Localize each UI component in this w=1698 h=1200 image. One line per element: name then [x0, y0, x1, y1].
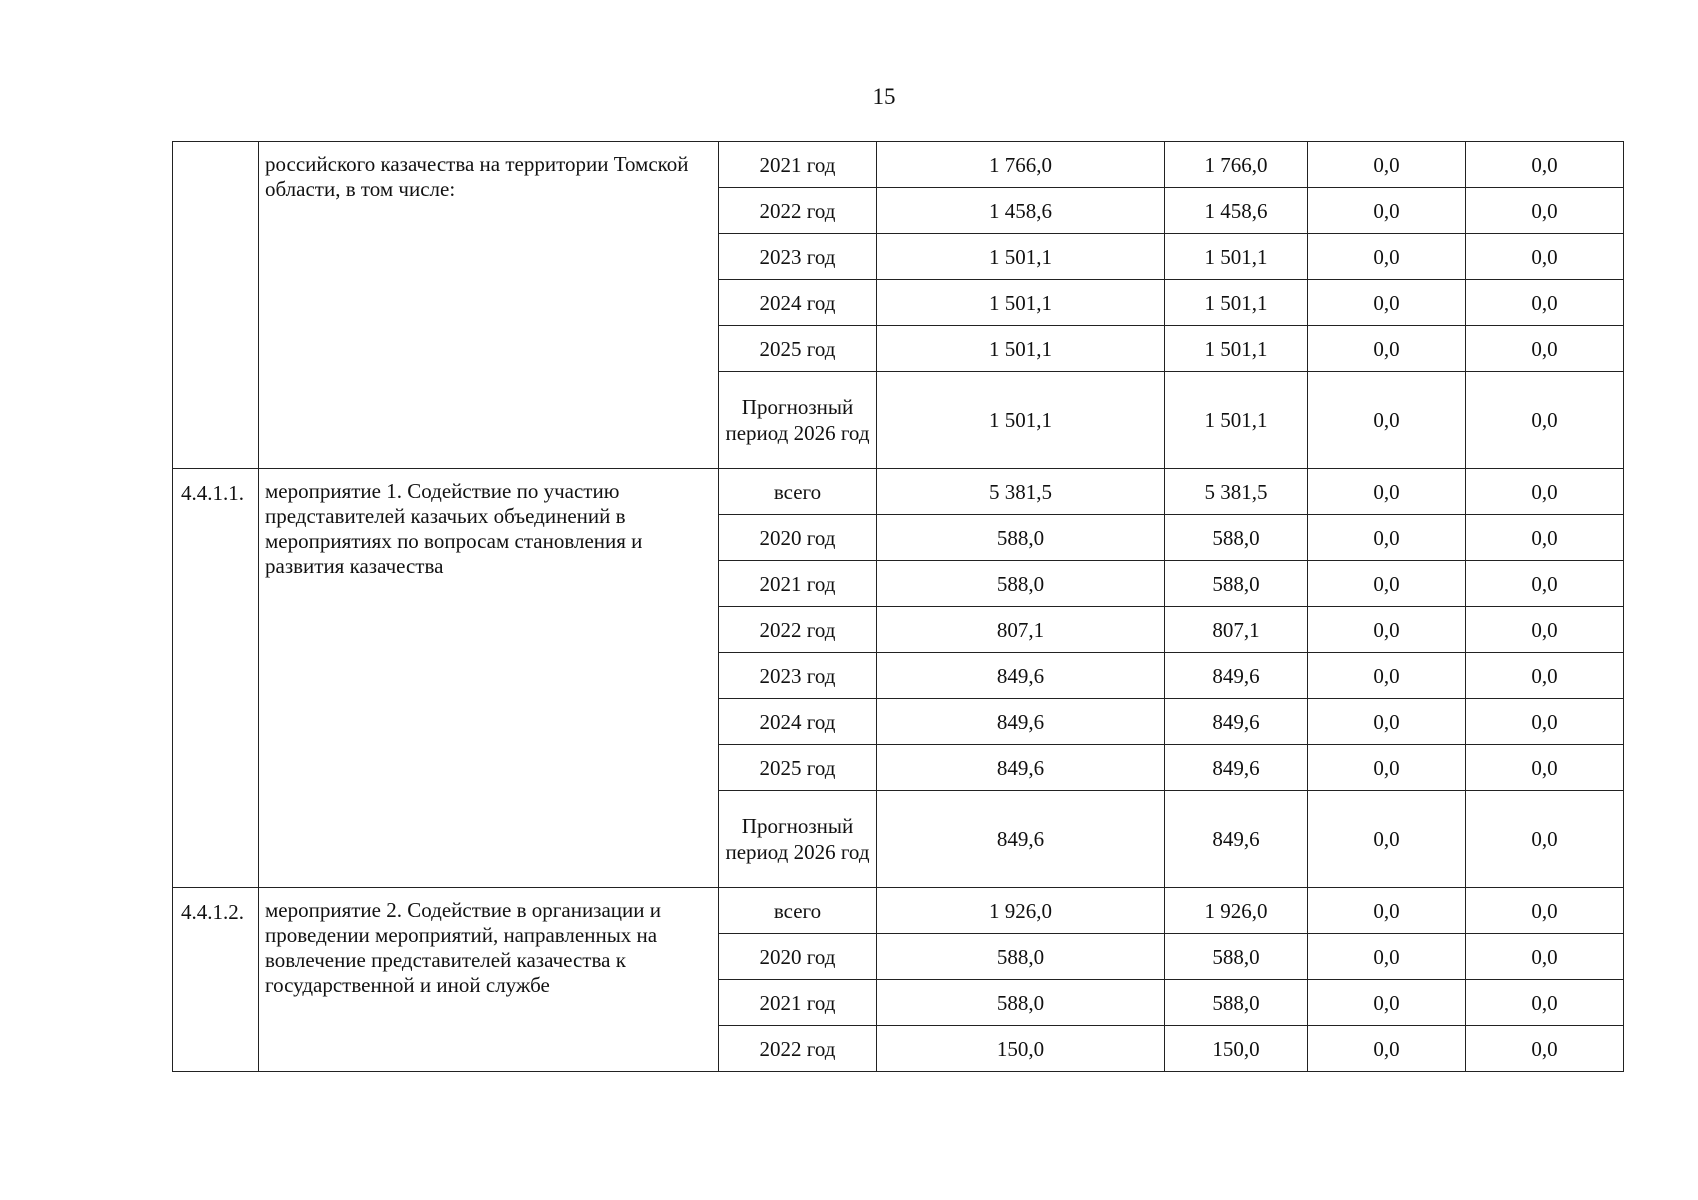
- other-source-cell: 0,0: [1466, 234, 1624, 280]
- regional-budget-cell: 588,0: [1165, 561, 1308, 607]
- other-source-cell: 0,0: [1466, 469, 1624, 515]
- other-source-cell: 0,0: [1466, 934, 1624, 980]
- period-cell: Прогнозный период 2026 год: [719, 372, 877, 469]
- other-source-cell: 0,0: [1466, 188, 1624, 234]
- table-row: [173, 142, 1624, 188]
- period-cell: 2022 год: [719, 607, 877, 653]
- federal-budget-cell: 0,0: [1308, 280, 1466, 326]
- total-value-cell: 1 458,6: [877, 188, 1165, 234]
- federal-budget-cell: 0,0: [1308, 234, 1466, 280]
- other-source-cell: 0,0: [1466, 980, 1624, 1026]
- period-cell: 2024 год: [719, 699, 877, 745]
- regional-budget-cell: 1 926,0: [1165, 888, 1308, 934]
- federal-budget-cell: 0,0: [1308, 326, 1466, 372]
- federal-budget-cell: 0,0: [1308, 142, 1466, 188]
- regional-budget-cell: 1 501,1: [1165, 326, 1308, 372]
- total-value-cell: 588,0: [877, 980, 1165, 1026]
- other-source-cell: 0,0: [1466, 888, 1624, 934]
- period-cell: 2021 год: [719, 142, 877, 188]
- regional-budget-cell: 849,6: [1165, 653, 1308, 699]
- period-cell: 2025 год: [719, 745, 877, 791]
- other-source-cell: 0,0: [1466, 515, 1624, 561]
- total-value-cell: 849,6: [877, 699, 1165, 745]
- period-cell: Прогнозный период 2026 год: [719, 791, 877, 888]
- period-cell: 2023 год: [719, 234, 877, 280]
- total-value-cell: 588,0: [877, 515, 1165, 561]
- other-source-cell: 0,0: [1466, 699, 1624, 745]
- federal-budget-cell: 0,0: [1308, 699, 1466, 745]
- other-source-cell: 0,0: [1466, 745, 1624, 791]
- regional-budget-cell: 588,0: [1165, 980, 1308, 1026]
- total-value-cell: 1 501,1: [877, 280, 1165, 326]
- other-source-cell: 0,0: [1466, 791, 1624, 888]
- period-cell: всего: [719, 469, 877, 515]
- total-value-cell: 150,0: [877, 1026, 1165, 1072]
- other-source-cell: 0,0: [1466, 280, 1624, 326]
- regional-budget-cell: 849,6: [1165, 745, 1308, 791]
- regional-budget-cell: 849,6: [1165, 791, 1308, 888]
- period-cell: всего: [719, 888, 877, 934]
- table-body: [173, 142, 1624, 1072]
- federal-budget-cell: 0,0: [1308, 372, 1466, 469]
- total-value-cell: 849,6: [877, 791, 1165, 888]
- federal-budget-cell: 0,0: [1308, 653, 1466, 699]
- total-value-cell: 1 926,0: [877, 888, 1165, 934]
- item-description-cell: российского казачества на территории Томской области, в том числе:: [259, 142, 719, 469]
- other-source-cell: 0,0: [1466, 142, 1624, 188]
- total-value-cell: 849,6: [877, 653, 1165, 699]
- period-cell: 2021 год: [719, 980, 877, 1026]
- total-value-cell: 807,1: [877, 607, 1165, 653]
- period-cell: 2020 год: [719, 934, 877, 980]
- other-source-cell: 0,0: [1466, 561, 1624, 607]
- total-value-cell: 588,0: [877, 561, 1165, 607]
- item-number-cell: 4.4.1.2.: [173, 888, 259, 1072]
- regional-budget-cell: 5 381,5: [1165, 469, 1308, 515]
- regional-budget-cell: 1 501,1: [1165, 372, 1308, 469]
- period-cell: 2025 год: [719, 326, 877, 372]
- federal-budget-cell: 0,0: [1308, 934, 1466, 980]
- period-cell: 2021 год: [719, 561, 877, 607]
- total-value-cell: 1 501,1: [877, 234, 1165, 280]
- federal-budget-cell: 0,0: [1308, 888, 1466, 934]
- regional-budget-cell: 588,0: [1165, 515, 1308, 561]
- federal-budget-cell: 0,0: [1308, 188, 1466, 234]
- federal-budget-cell: 0,0: [1308, 791, 1466, 888]
- item-number-cell: [173, 142, 259, 469]
- page-number: 15: [872, 84, 896, 109]
- other-source-cell: 0,0: [1466, 372, 1624, 469]
- period-cell: 2020 год: [719, 515, 877, 561]
- item-description-cell: мероприятие 2. Содействие в организации и проведении мероприятий, направленных на вовлечение представителей казачества к государственной и иной службе: [259, 888, 719, 1072]
- financing-table: [172, 141, 1624, 1072]
- period-cell: 2022 год: [719, 1026, 877, 1072]
- other-source-cell: 0,0: [1466, 326, 1624, 372]
- federal-budget-cell: 0,0: [1308, 1026, 1466, 1072]
- other-source-cell: 0,0: [1466, 607, 1624, 653]
- regional-budget-cell: 849,6: [1165, 699, 1308, 745]
- total-value-cell: 588,0: [877, 934, 1165, 980]
- period-cell: 2023 год: [719, 653, 877, 699]
- regional-budget-cell: 150,0: [1165, 1026, 1308, 1072]
- table-row: [173, 888, 1624, 934]
- federal-budget-cell: 0,0: [1308, 515, 1466, 561]
- regional-budget-cell: 1 766,0: [1165, 142, 1308, 188]
- regional-budget-cell: 1 458,6: [1165, 188, 1308, 234]
- federal-budget-cell: 0,0: [1308, 469, 1466, 515]
- regional-budget-cell: 1 501,1: [1165, 280, 1308, 326]
- federal-budget-cell: 0,0: [1308, 980, 1466, 1026]
- total-value-cell: 1 501,1: [877, 326, 1165, 372]
- federal-budget-cell: 0,0: [1308, 745, 1466, 791]
- total-value-cell: 1 501,1: [877, 372, 1165, 469]
- item-number-cell: 4.4.1.1.: [173, 469, 259, 888]
- regional-budget-cell: 1 501,1: [1165, 234, 1308, 280]
- table-row: [173, 469, 1624, 515]
- regional-budget-cell: 588,0: [1165, 934, 1308, 980]
- total-value-cell: 1 766,0: [877, 142, 1165, 188]
- total-value-cell: 849,6: [877, 745, 1165, 791]
- other-source-cell: 0,0: [1466, 1026, 1624, 1072]
- federal-budget-cell: 0,0: [1308, 561, 1466, 607]
- period-cell: 2024 год: [719, 280, 877, 326]
- total-value-cell: 5 381,5: [877, 469, 1165, 515]
- other-source-cell: 0,0: [1466, 653, 1624, 699]
- item-description-cell: мероприятие 1. Содействие по участию представителей казачьих объединений в мероприятиях по вопросам становления и развития казачества: [259, 469, 719, 888]
- period-cell: 2022 год: [719, 188, 877, 234]
- regional-budget-cell: 807,1: [1165, 607, 1308, 653]
- federal-budget-cell: 0,0: [1308, 607, 1466, 653]
